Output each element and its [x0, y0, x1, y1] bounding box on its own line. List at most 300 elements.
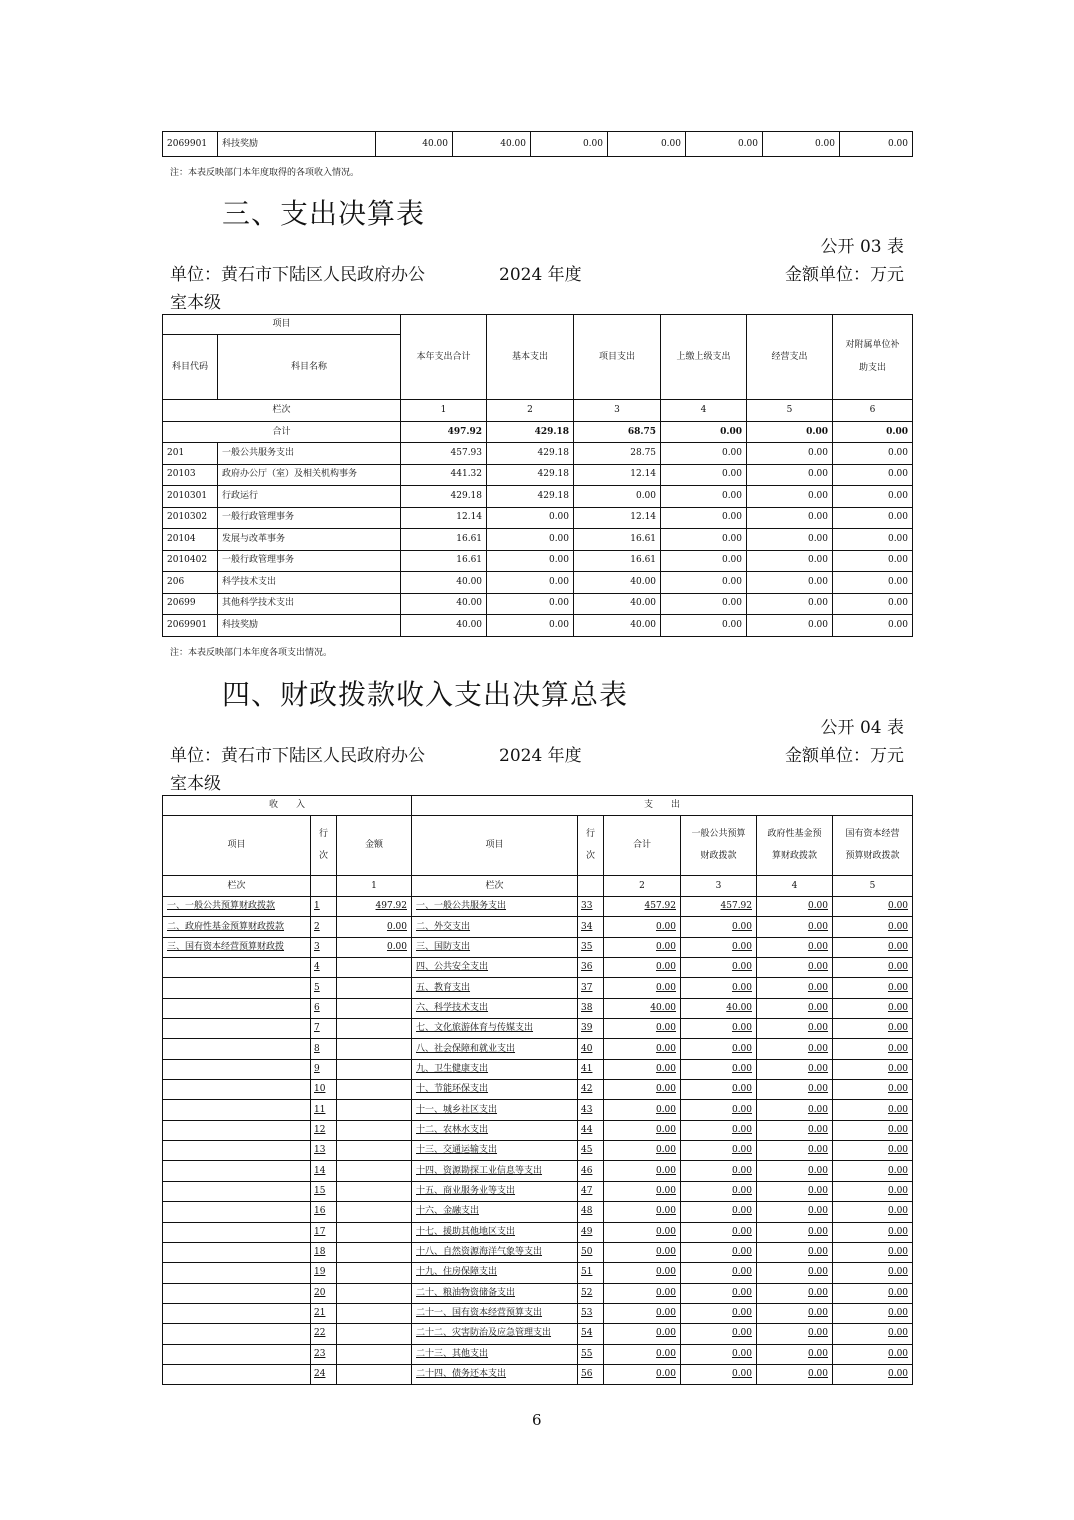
- expense-value: 0.00: [833, 1324, 913, 1344]
- expense-value: 457.92: [681, 897, 757, 917]
- lanci-expense-num: 4: [757, 876, 833, 897]
- row-value: 12.14: [401, 507, 487, 529]
- header-col5-line2: 预算财政拨款: [845, 850, 900, 861]
- income-row-no: 17: [311, 1222, 337, 1242]
- expense-item: 二十二、灾害防治及应急管理支出: [412, 1324, 578, 1344]
- expense-value: 0.00: [833, 1344, 913, 1364]
- header-rowno-line2: 次: [318, 850, 328, 861]
- cell-name: 科技奖励: [218, 132, 376, 157]
- row-value: 429.18: [401, 486, 487, 508]
- income-item: [163, 978, 311, 998]
- header-expense-col3: [681, 816, 757, 876]
- income-item: [163, 1019, 311, 1039]
- expense-row-no: 47: [578, 1181, 604, 1201]
- unit-label-4: 单位：黄石市下陆区人民政府办公: [170, 746, 425, 766]
- expense-row-no: 40: [578, 1039, 604, 1059]
- row-name: 政府办公厅（室）及相关机构事务: [218, 464, 401, 486]
- row-value: 0.00: [833, 529, 913, 551]
- expense-value: 0.00: [681, 958, 757, 978]
- fiscal-row: [163, 1100, 913, 1120]
- row-code: 2010402: [163, 550, 218, 572]
- expense-value: 457.92: [604, 897, 681, 917]
- expense-value: 0.00: [604, 1181, 681, 1201]
- row-value: 0.00: [833, 593, 913, 615]
- income-row-no: 18: [311, 1242, 337, 1262]
- expense-item: 八、社会保障和就业支出: [412, 1039, 578, 1059]
- expense-value: 0.00: [604, 917, 681, 937]
- lanci-row: [163, 876, 913, 897]
- total-row: [163, 422, 913, 443]
- expense-value: 0.00: [757, 917, 833, 937]
- row-value: 457.93: [401, 443, 487, 465]
- row-value: 0.00: [747, 507, 833, 529]
- lanci-expense-label: 栏次: [412, 876, 578, 897]
- expense-value: 0.00: [757, 1324, 833, 1344]
- row-code: 20103: [163, 464, 218, 486]
- expense-value: 0.00: [681, 1161, 757, 1181]
- expense-item: 三、国防支出: [412, 937, 578, 957]
- cell-value: 0.00: [686, 132, 763, 157]
- lanci-label: 栏次: [163, 400, 401, 422]
- expense-value: 0.00: [757, 978, 833, 998]
- expense-item: 四、公共安全支出: [412, 958, 578, 978]
- expense-value: 0.00: [833, 937, 913, 957]
- expense-value: 0.00: [681, 1120, 757, 1140]
- fiscal-row: [163, 1344, 913, 1364]
- row-code: 20104: [163, 529, 218, 551]
- row-value: 0.00: [661, 593, 747, 615]
- row-value: 441.32: [401, 464, 487, 486]
- expense-value: 0.00: [604, 1344, 681, 1364]
- expense-row-no: 55: [578, 1344, 604, 1364]
- expense-item: 六、科学技术支出: [412, 998, 578, 1018]
- unit-label-4-cont: 室本级: [170, 774, 221, 794]
- row-value: 0.00: [747, 550, 833, 572]
- income-item: [163, 1039, 311, 1059]
- income-row-no: 15: [311, 1181, 337, 1201]
- income-item: [163, 1324, 311, 1344]
- fiscal-row: [163, 1222, 913, 1242]
- income-amount: [337, 1222, 412, 1242]
- expense-value: 0.00: [681, 1181, 757, 1201]
- row-value: 0.00: [661, 464, 747, 486]
- expense-value: 0.00: [757, 1364, 833, 1384]
- cell-value: 40.00: [453, 132, 531, 157]
- expense-item: 二十一、国有资本经营预算支出: [412, 1303, 578, 1323]
- lanci-num: 1: [401, 400, 487, 422]
- total-value: 0.00: [833, 422, 913, 443]
- row-value: 16.61: [574, 529, 661, 551]
- row-name: 其他科学技术支出: [218, 593, 401, 615]
- expense-value: 0.00: [833, 897, 913, 917]
- expense-row: [163, 486, 913, 508]
- row-value: 40.00: [401, 615, 487, 637]
- cell-code: 2069901: [163, 132, 218, 157]
- expense-value: 0.00: [681, 1059, 757, 1079]
- row-value: 28.75: [574, 443, 661, 465]
- expense-row-no: 56: [578, 1364, 604, 1384]
- row-value: 429.18: [487, 464, 574, 486]
- expense-value: 0.00: [757, 1059, 833, 1079]
- expense-value: 0.00: [833, 917, 913, 937]
- cell-value: 0.00: [608, 132, 686, 157]
- expense-row: [163, 550, 913, 572]
- row-value: 0.00: [833, 486, 913, 508]
- expense-value: 0.00: [681, 1364, 757, 1384]
- expense-value: 0.00: [757, 1080, 833, 1100]
- unit-label-3-cont: 室本级: [170, 293, 221, 313]
- fiscal-row: [163, 1080, 913, 1100]
- expense-row: [163, 443, 913, 465]
- row-value: 0.00: [833, 507, 913, 529]
- header-rowno-line2: 次: [586, 850, 596, 861]
- expense-value: 0.00: [833, 998, 913, 1018]
- fiscal-row: [163, 917, 913, 937]
- expense-value: 0.00: [681, 1283, 757, 1303]
- row-value: 0.00: [487, 572, 574, 594]
- income-amount: [337, 1100, 412, 1120]
- lanci-income-label: 栏次: [163, 876, 311, 897]
- expense-value: 0.00: [604, 1222, 681, 1242]
- expense-value: 0.00: [757, 1120, 833, 1140]
- expense-value: 0.00: [681, 1242, 757, 1262]
- row-name: 科学技术支出: [218, 572, 401, 594]
- header-expense-col5: [833, 816, 913, 876]
- cell-value: 40.00: [376, 132, 453, 157]
- cell-value: 0.00: [531, 132, 608, 157]
- expense-item: 十五、商业服务业等支出: [412, 1181, 578, 1201]
- row-value: 429.18: [487, 443, 574, 465]
- expense-value: 0.00: [681, 1344, 757, 1364]
- income-row-no: 24: [311, 1364, 337, 1384]
- income-row-no: 16: [311, 1202, 337, 1222]
- income-row-no: 5: [311, 978, 337, 998]
- expense-value: 0.00: [757, 937, 833, 957]
- income-item: 二、政府性基金预算财政拨款: [163, 917, 311, 937]
- income-row-no: 20: [311, 1283, 337, 1303]
- income-row-no: 6: [311, 998, 337, 1018]
- income-amount: 497.92: [337, 897, 412, 917]
- total-value: 497.92: [401, 422, 487, 443]
- expense-row-no: 42: [578, 1080, 604, 1100]
- expense-item: 十七、援助其他地区支出: [412, 1222, 578, 1242]
- row-name: 一般行政管理事务: [218, 550, 401, 572]
- row-value: 0.00: [661, 507, 747, 529]
- expense-value: 0.00: [681, 1202, 757, 1222]
- header-col-6-line1: 对附属单位补: [845, 339, 900, 350]
- income-item: [163, 1181, 311, 1201]
- row-value: 0.00: [833, 443, 913, 465]
- expense-item: 十二、农林水支出: [412, 1120, 578, 1140]
- income-amount: [337, 1242, 412, 1262]
- header-income-amount: 金额: [337, 816, 412, 876]
- expense-value: 0.00: [833, 1222, 913, 1242]
- row-value: 429.18: [487, 486, 574, 508]
- fiscal-row: [163, 937, 913, 957]
- expense-value: 0.00: [604, 1141, 681, 1161]
- row-code: 206: [163, 572, 218, 594]
- fiscal-row: [163, 1181, 913, 1201]
- expense-row-no: 45: [578, 1141, 604, 1161]
- row-value: 0.00: [487, 550, 574, 572]
- fiscal-row: [163, 1039, 913, 1059]
- row-value: 0.00: [661, 550, 747, 572]
- expense-value: 0.00: [604, 1283, 681, 1303]
- expense-row: [163, 593, 913, 615]
- lanci-num: 2: [487, 400, 574, 422]
- income-item: [163, 1059, 311, 1079]
- expense-value: 0.00: [604, 1364, 681, 1384]
- row-value: 0.00: [661, 443, 747, 465]
- expense-row-no: 51: [578, 1263, 604, 1283]
- expense-row-no: 50: [578, 1242, 604, 1262]
- lanci-expense-num: 5: [833, 876, 913, 897]
- year-label-3: 2024 年度: [499, 265, 582, 285]
- income-amount: [337, 1303, 412, 1323]
- row-value: 0.00: [747, 529, 833, 551]
- income-item: [163, 1364, 311, 1384]
- header-expense-item: 项目: [412, 816, 578, 876]
- expense-value: 0.00: [681, 1303, 757, 1323]
- income-item: [163, 1242, 311, 1262]
- expense-value: 0.00: [757, 1202, 833, 1222]
- income-item: 三、国有资本经营预算财政拨: [163, 937, 311, 957]
- fiscal-row: [163, 1161, 913, 1181]
- row-value: 40.00: [574, 615, 661, 637]
- expense-value: 0.00: [833, 1181, 913, 1201]
- header-col-6: [833, 315, 913, 400]
- row-code: 20699: [163, 593, 218, 615]
- header-code: 科目代码: [163, 335, 218, 400]
- fragment-row: [163, 132, 913, 157]
- expense-value: 0.00: [833, 1019, 913, 1039]
- income-amount: [337, 1344, 412, 1364]
- total-value: 0.00: [661, 422, 747, 443]
- expense-value: 0.00: [833, 1364, 913, 1384]
- header-col-4: 上缴上级支出: [661, 315, 747, 400]
- unit-label-3: 单位：黄石市下陆区人民政府办公: [170, 265, 425, 285]
- row-value: 12.14: [574, 507, 661, 529]
- row-value: 0.00: [747, 486, 833, 508]
- income-row-no: 3: [311, 937, 337, 957]
- row-value: 0.00: [833, 550, 913, 572]
- expense-row: [163, 507, 913, 529]
- expense-value: 0.00: [681, 978, 757, 998]
- income-item: [163, 1303, 311, 1323]
- row-value: 0.00: [747, 572, 833, 594]
- fiscal-row: [163, 958, 913, 978]
- expense-value: 0.00: [757, 1100, 833, 1120]
- income-row-no: 21: [311, 1303, 337, 1323]
- total-value: 0.00: [747, 422, 833, 443]
- expense-row-no: 37: [578, 978, 604, 998]
- income-row-no: 14: [311, 1161, 337, 1181]
- expense-value: 0.00: [757, 998, 833, 1018]
- income-row-no: 10: [311, 1080, 337, 1100]
- row-name: 行政运行: [218, 486, 401, 508]
- expense-value: 0.00: [757, 897, 833, 917]
- expense-value: 0.00: [833, 1303, 913, 1323]
- expense-value: 0.00: [833, 1263, 913, 1283]
- page-number: 6: [532, 1411, 542, 1429]
- income-item: 一、一般公共预算财政拨款: [163, 897, 311, 917]
- expense-value: 0.00: [757, 1039, 833, 1059]
- cell-value: 0.00: [763, 132, 840, 157]
- row-value: 16.61: [401, 529, 487, 551]
- row-value: 0.00: [747, 615, 833, 637]
- expense-item: 二十四、债务还本支出: [412, 1364, 578, 1384]
- income-amount: [337, 1039, 412, 1059]
- header-col4-line1: 政府性基金预: [767, 828, 822, 839]
- fiscal-summary-table: [162, 795, 913, 1385]
- lanci-num: 5: [747, 400, 833, 422]
- fiscal-row: [163, 1242, 913, 1262]
- header-rowno-line1: 行: [586, 828, 596, 839]
- expense-table: [162, 314, 913, 637]
- expense-value: 0.00: [604, 1019, 681, 1039]
- row-value: 0.00: [833, 464, 913, 486]
- header-col-1: 本年支出合计: [401, 315, 487, 400]
- income-amount: 0.00: [337, 917, 412, 937]
- header-income-rowno: [311, 816, 337, 876]
- income-row-no: 23: [311, 1344, 337, 1364]
- expense-table-note: 注：本表反映部门本年度各项支出情况。: [170, 648, 333, 658]
- income-row-no: 13: [311, 1141, 337, 1161]
- expense-value: 0.00: [833, 1202, 913, 1222]
- row-value: 40.00: [574, 593, 661, 615]
- income-amount: [337, 1181, 412, 1201]
- expense-item: 九、卫生健康支出: [412, 1059, 578, 1079]
- row-value: 0.00: [574, 486, 661, 508]
- header-col4-line2: 算财政拨款: [772, 850, 818, 861]
- row-value: 16.61: [401, 550, 487, 572]
- income-amount: [337, 958, 412, 978]
- income-row-no: 12: [311, 1120, 337, 1140]
- expense-value: 0.00: [604, 958, 681, 978]
- lanci-num: 6: [833, 400, 913, 422]
- fiscal-row: [163, 1059, 913, 1079]
- expense-value: 0.00: [681, 1141, 757, 1161]
- expense-item: 十八、自然资源海洋气象等支出: [412, 1242, 578, 1262]
- income-amount: [337, 1120, 412, 1140]
- row-code: 2010302: [163, 507, 218, 529]
- header-expense-col4: [757, 816, 833, 876]
- currency-label-4: 金额单位：万元: [785, 746, 904, 766]
- income-amount: [337, 1324, 412, 1344]
- expense-item: 十六、金融支出: [412, 1202, 578, 1222]
- expense-item: 十四、资源勘探工业信息等支出: [412, 1161, 578, 1181]
- income-item: [163, 1344, 311, 1364]
- fiscal-row: [163, 1019, 913, 1039]
- row-value: 16.61: [574, 550, 661, 572]
- expense-value: 0.00: [604, 978, 681, 998]
- expense-row-no: 33: [578, 897, 604, 917]
- expense-item: 十一、城乡社区支出: [412, 1100, 578, 1120]
- row-value: 12.14: [574, 464, 661, 486]
- expense-value: 0.00: [604, 1059, 681, 1079]
- expense-value: 0.00: [757, 1181, 833, 1201]
- expense-value: 0.00: [604, 1039, 681, 1059]
- row-value: 0.00: [487, 593, 574, 615]
- fiscal-row: [163, 1303, 913, 1323]
- lanci-income-num: 1: [337, 876, 412, 897]
- expense-value: 0.00: [681, 1039, 757, 1059]
- header-col3-line2: 财政拨款: [700, 850, 737, 861]
- income-row-no: 2: [311, 917, 337, 937]
- expense-value: 40.00: [604, 998, 681, 1018]
- fiscal-row: [163, 978, 913, 998]
- row-value: 0.00: [661, 572, 747, 594]
- row-value: 0.00: [487, 615, 574, 637]
- expense-value: 0.00: [681, 1080, 757, 1100]
- expense-value: 0.00: [833, 1242, 913, 1262]
- row-value: 0.00: [747, 443, 833, 465]
- fragment-note: 注：本表反映部门本年度取得的各项收入情况。: [170, 168, 360, 178]
- income-row-no: 22: [311, 1324, 337, 1344]
- row-name: 科技奖励: [218, 615, 401, 637]
- expense-value: 0.00: [681, 1263, 757, 1283]
- row-value: 0.00: [661, 615, 747, 637]
- expense-row-no: 46: [578, 1161, 604, 1181]
- lanci-num: 3: [574, 400, 661, 422]
- cell-value: 0.00: [840, 132, 913, 157]
- income-amount: [337, 1263, 412, 1283]
- expense-value: 0.00: [604, 1080, 681, 1100]
- expense-value: 0.00: [604, 1202, 681, 1222]
- fiscal-row: [163, 1120, 913, 1140]
- header-col-3: 项目支出: [574, 315, 661, 400]
- income-amount: [337, 998, 412, 1018]
- expense-row-no: 35: [578, 937, 604, 957]
- row-value: 40.00: [401, 593, 487, 615]
- row-value: 40.00: [574, 572, 661, 594]
- income-item: [163, 1161, 311, 1181]
- expense-value: 0.00: [681, 1019, 757, 1039]
- row-value: 0.00: [747, 593, 833, 615]
- expense-value: 0.00: [757, 1242, 833, 1262]
- header-item: 项目: [163, 315, 401, 335]
- expense-value: 0.00: [757, 958, 833, 978]
- total-label: 合计: [163, 422, 401, 443]
- fiscal-row: [163, 998, 913, 1018]
- expense-value: 0.00: [757, 1344, 833, 1364]
- expense-item: 二、外交支出: [412, 917, 578, 937]
- expense-item: 十、节能环保支出: [412, 1080, 578, 1100]
- income-amount: [337, 1059, 412, 1079]
- lanci-row: [163, 400, 913, 422]
- expense-row-no: 38: [578, 998, 604, 1018]
- row-name: 一般行政管理事务: [218, 507, 401, 529]
- expense-value: 0.00: [757, 1263, 833, 1283]
- expense-row-no: 41: [578, 1059, 604, 1079]
- header-col-6-line2: 助支出: [859, 363, 887, 373]
- table-code-3: 公开 03 表: [820, 237, 904, 257]
- header-col-5: 经营支出: [747, 315, 833, 400]
- section-title-4: 四、财政拨款收入支出决算总表: [222, 678, 629, 711]
- expense-value: 0.00: [604, 1242, 681, 1262]
- header-col-2: 基本支出: [487, 315, 574, 400]
- total-value: 68.75: [574, 422, 661, 443]
- expense-value: 0.00: [833, 1039, 913, 1059]
- expense-value: 0.00: [681, 1324, 757, 1344]
- header-rowno-line1: 行: [318, 828, 328, 839]
- expense-row: [163, 572, 913, 594]
- expense-row: [163, 615, 913, 637]
- row-name: 一般公共服务支出: [218, 443, 401, 465]
- income-amount: [337, 1019, 412, 1039]
- row-value: 0.00: [661, 529, 747, 551]
- expense-value: 0.00: [604, 1161, 681, 1181]
